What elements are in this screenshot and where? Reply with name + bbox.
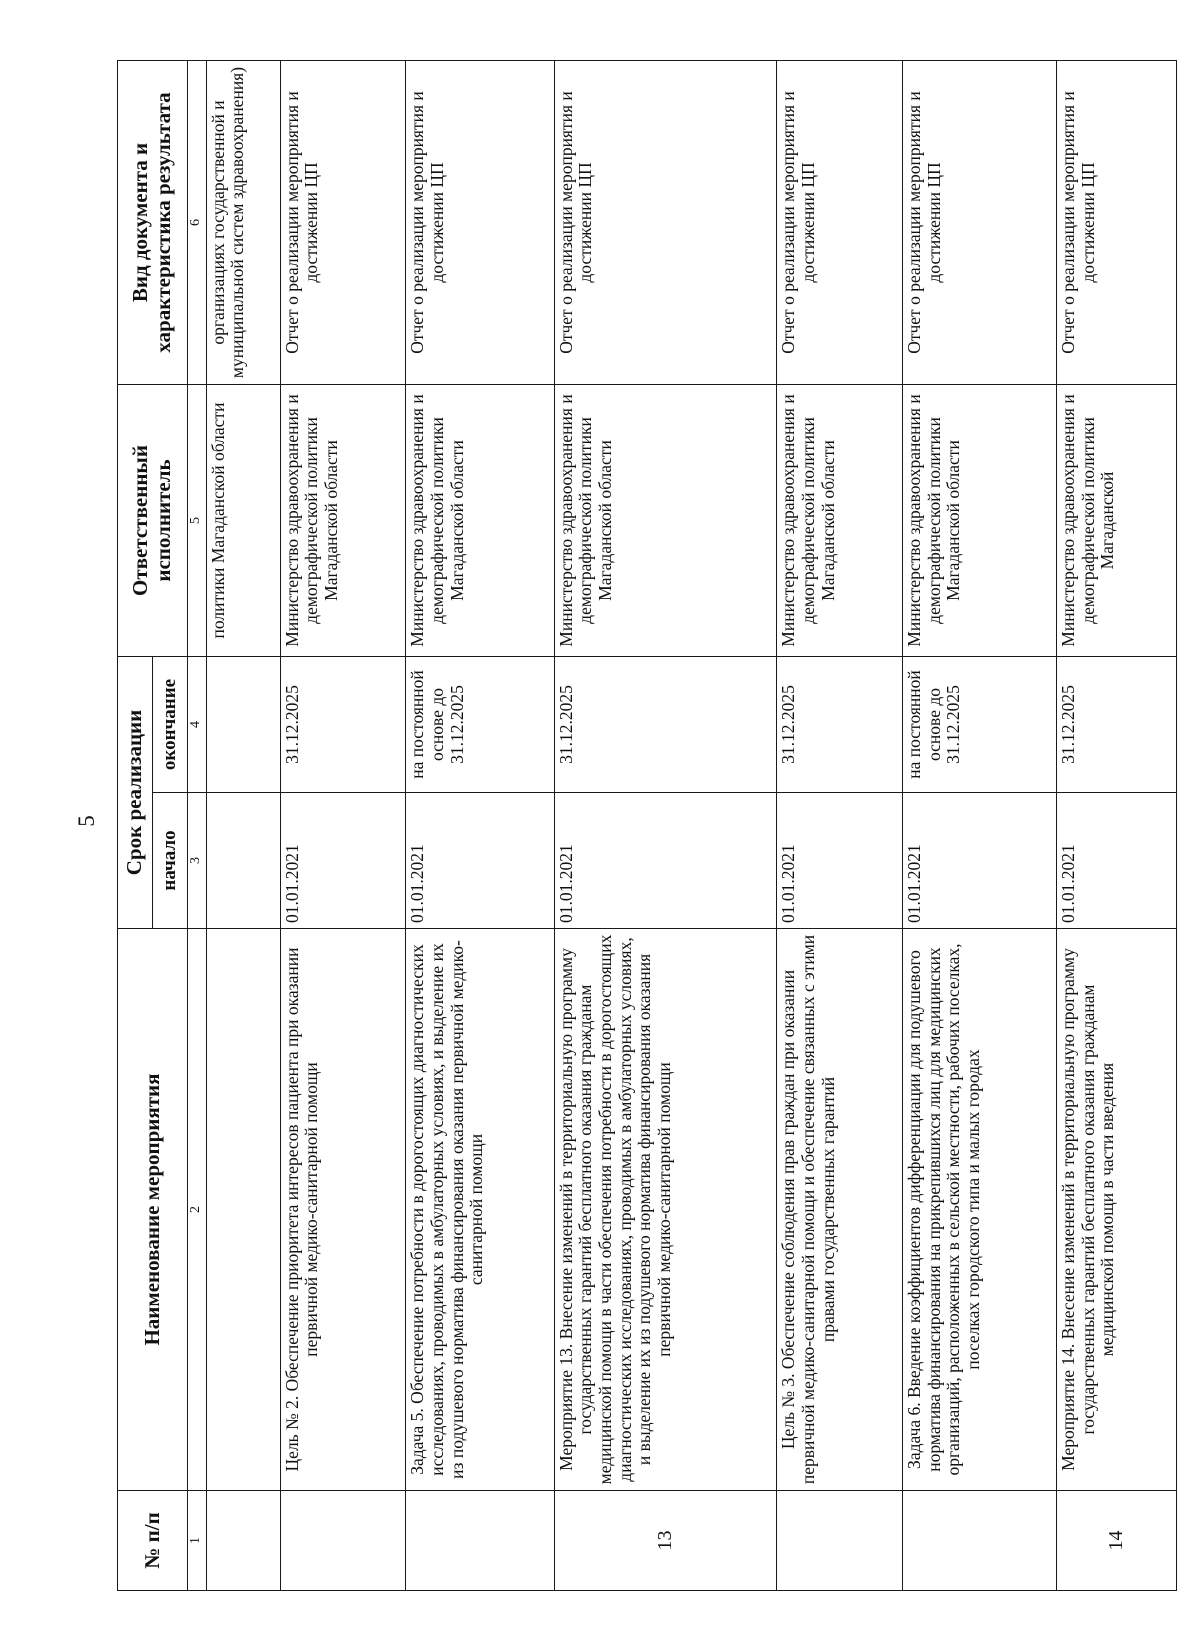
column-number: 1 xyxy=(187,1491,206,1591)
row-number xyxy=(206,1491,280,1591)
end-date: 31.12.2025 xyxy=(554,657,777,793)
responsible-executor: Министерство здравоохранения и демографической политики Магаданской области xyxy=(902,385,1056,657)
header-name: Наименование мероприятия xyxy=(118,929,188,1491)
column-number: 5 xyxy=(187,385,206,657)
column-number: 6 xyxy=(187,61,206,385)
end-date: на постоянной основе до 31.12.2025 xyxy=(902,657,1056,793)
table-row xyxy=(902,61,1056,1591)
header-end: окончание xyxy=(153,657,187,793)
responsible-executor: Министерство здравоохранения и демографической политики Магаданской xyxy=(1057,385,1177,657)
responsible-executor: Министерство здравоохранения и демографической политики Магаданской области xyxy=(777,385,903,657)
start-date xyxy=(206,793,280,929)
measure-name: Цель № 3. Обеспечение соблюдения прав граждан при оказании первичной медико-санитарной помощи и обеспечение связанных с этими правами государственных гарантий xyxy=(777,929,903,1491)
header-result: Вид документа и характеристика результата xyxy=(118,61,188,385)
column-number: 2 xyxy=(187,929,206,1491)
header-period: Срок реализации xyxy=(118,657,153,929)
measures-table xyxy=(117,60,1177,1591)
end-date: 31.12.2025 xyxy=(1057,657,1177,793)
row-number xyxy=(406,1491,554,1591)
result-document: организациях государственной и муниципальной систем здравоохранения) xyxy=(206,61,280,385)
table-row xyxy=(1057,61,1177,1591)
start-date: 01.01.2021 xyxy=(554,793,777,929)
result-document: Отчет о реализации мероприятия и достижении ЦП xyxy=(902,61,1056,385)
start-date: 01.01.2021 xyxy=(280,793,406,929)
table-row xyxy=(777,61,903,1591)
measure-name: Задача 6. Введение коэффициентов дифференциации для подушевого норматива финансирования на прикрепившихся лиц для медицинских организаций, расположенных в сельской местности, рабочих поселках, поселках городского типа и малых городах xyxy=(902,929,1056,1491)
page-number: 5 xyxy=(73,815,99,827)
table-row xyxy=(280,61,406,1591)
start-date: 01.01.2021 xyxy=(902,793,1056,929)
column-number-row xyxy=(187,61,206,1591)
row-number xyxy=(280,1491,406,1591)
responsible-executor: Министерство здравоохранения и демографической политики Магаданской области xyxy=(554,385,777,657)
measure-name: Мероприятие 14. Внесение изменений в территориальную программу государственных гарантий бесплатного оказания гражданам медицинской помощи в части введения xyxy=(1057,929,1177,1491)
result-document: Отчет о реализации мероприятия и достижении ЦП xyxy=(777,61,903,385)
measure-name: Цель № 2. Обеспечение приоритета интересов пациента при оказании первичной медико-санитарной помощи xyxy=(280,929,406,1491)
responsible-executor: Министерство здравоохранения и демографической политики Магаданской области xyxy=(280,385,406,657)
measure-name xyxy=(206,929,280,1491)
column-number: 3 xyxy=(187,793,206,929)
result-document: Отчет о реализации мероприятия и достижении ЦП xyxy=(280,61,406,385)
table-row xyxy=(554,61,777,1591)
header-responsible: Ответственный исполнитель xyxy=(118,385,188,657)
row-number xyxy=(777,1491,903,1591)
column-number: 4 xyxy=(187,657,206,793)
row-number: 13 xyxy=(554,1491,777,1591)
rotated-table-container xyxy=(117,61,1177,1591)
responsible-executor: Министерство здравоохранения и демографической политики Магаданской области xyxy=(406,385,554,657)
measure-name: Задача 5. Обеспечение потребности в дорогостоящих диагностических исследованиях, проводимых в амбулаторных условиях, и выделение их из подушевого норматива финансирования оказания первичной медико-санитарной помощи xyxy=(406,929,554,1491)
start-date: 01.01.2021 xyxy=(406,793,554,929)
end-date: 31.12.2025 xyxy=(777,657,903,793)
header-row xyxy=(118,61,153,1591)
row-number: 14 xyxy=(1057,1491,1177,1591)
table-row xyxy=(206,61,280,1591)
measure-name: Мероприятие 13. Внесение изменений в территориальную программу государственных гарантий бесплатного оказания гражданам медицинской помощи в части обеспечения потребности в дорогостоящих диагностических исследованиях, проводимых в амбулаторных условиях, и выделение их из подушевого норматива финансирования оказания первичной медико-санитарной помощи xyxy=(554,929,777,1491)
end-date xyxy=(206,657,280,793)
table-row xyxy=(406,61,554,1591)
start-date: 01.01.2021 xyxy=(1057,793,1177,929)
end-date: 31.12.2025 xyxy=(280,657,406,793)
header-num: № п/п xyxy=(118,1491,188,1591)
row-number xyxy=(902,1491,1056,1591)
end-date: на постоянной основе до 31.12.2025 xyxy=(406,657,554,793)
responsible-executor: политики Магаданской области xyxy=(206,385,280,657)
result-document: Отчет о реализации мероприятия и достижении ЦП xyxy=(554,61,777,385)
result-document: Отчет о реализации мероприятия и достижении ЦП xyxy=(406,61,554,385)
result-document: Отчет о реализации мероприятия и достижении ЦП xyxy=(1057,61,1177,385)
start-date: 01.01.2021 xyxy=(777,793,903,929)
header-start: начало xyxy=(153,793,187,929)
